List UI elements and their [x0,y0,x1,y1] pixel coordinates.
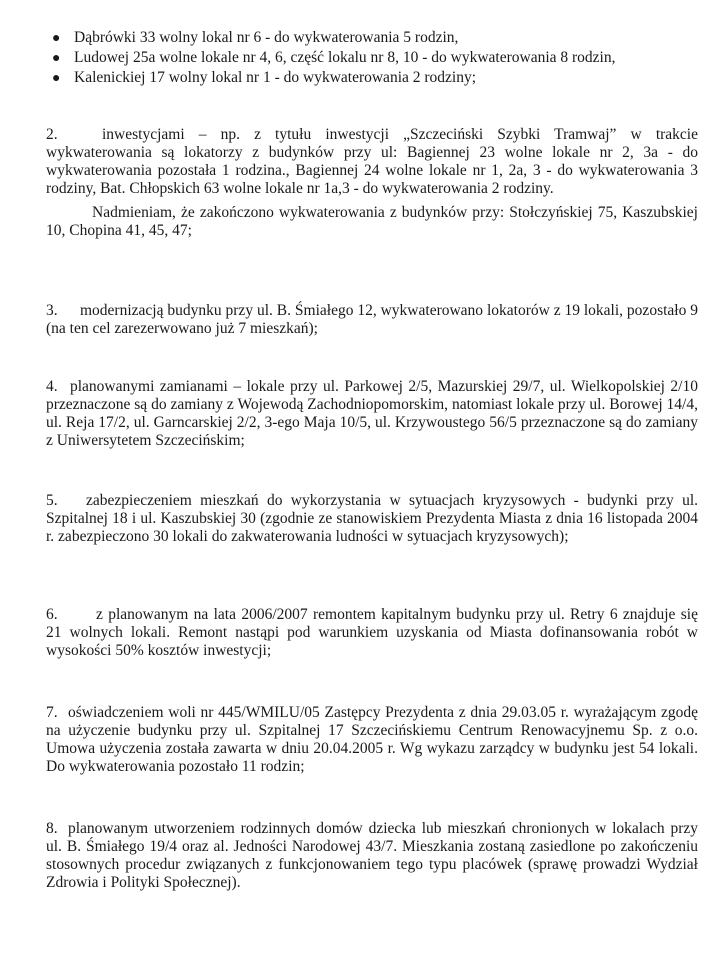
bullet-icon: ● [52,31,61,46]
list-item [52,48,702,68]
section-6 [46,606,698,660]
section-2 [46,126,698,240]
section-text: zabezpieczeniem mieszkań do wykorzystania w sytuacjach kryzysowych - budynki przy ul. Szpitalnej 18 i ul. Kaszubskiej 30 (zgodnie ze stanowiskiem Prezydenta Miasta z dnia 16 listopada 2004 r. zabezpieczono 30 lokali do zakwaterowania ludności w sytuacjach kryzysowych); [46,492,698,545]
section-number: 6. [46,606,58,623]
bullet-text: Kalenickiej 17 wolny lokal nr 1 - do wykwaterowania 2 rodziny; [74,69,477,86]
bullet-text: Dąbrówki 33 wolny lokal nr 6 - do wykwaterowania 5 rodzin, [74,29,459,46]
section-text: inwestycjami – np. z tytułu inwestycji „Szczeciński Szybki Tramwaj” w trakcie wykwaterowania są lokatorzy z budynków przy ul: Bagiennej 23 wolne lokale nr 2, 3a - do wykwaterowania pozostała 1 rodzina., Bagiennej 24 wolne lokale nr 1, 2a, 3 - do wykwaterowania 3 rodziny, Bat. Chłopskich 63 wolne lokale nr 1a,3 - do wykwaterowania 2 rodziny. [46,126,698,197]
section-number: 4. [46,378,58,395]
section-4 [46,378,698,450]
section-number: 2. [46,126,58,143]
section-text: modernizacją budynku przy ul. B. Śmiałego 12, wykwaterowano lokatorów z 19 lokali, pozostało 9 (na ten cel zarezerwowano już 7 mieszkań); [46,302,698,337]
section-text: planowanymi zamianami – lokale przy ul. Parkowej 2/5, Mazurskiej 29/7, ul. Wielkopolskiej 2/10 przeznaczone są do zamiany z Wojewodą Zachodniopomorskim, natomiast lokale przy ul. Borowej 14/4, ul. Reja 17/2, ul. Garncarskiej 2/2, 3-ego Maja 10/5, ul. Krzywoustego 56/5 przeznaczone są do zamiany z Uniwersytetem Szczecińskim; [46,378,698,449]
section-text: z planowanym na lata 2006/2007 remontem kapitalnym budynku przy ul. Retry 6 znajduje się 21 wolnych lokali. Remont nastąpi pod warunkiem uzyskania od Miasta dofinansowania robót w wysokości 50% kosztów inwestycji; [46,606,698,659]
section-7 [46,704,698,776]
section-number: 5. [46,492,58,509]
section-text: oświadczeniem woli nr 445/WMILU/05 Zastępcy Prezydenta z dnia 29.03.05 r. wyrażającym zgodę na użyczenie budynku przy ul. Szpitalnej 17 Szczecińskiemu Centrum Renowacyjnemu Sp. z o.o. Umowa użyczenia została zawarta w dniu 20.04.2005 r. Wg wykazu zarządcy w budynku jest 54 lokali. Do wykwaterowania pozostało 11 rodzin; [46,704,698,775]
section-number: 7. [46,704,58,721]
bullet-icon: ● [52,51,61,66]
bullet-list [52,28,702,88]
section-3 [46,302,698,338]
section-5 [46,492,698,546]
section-8 [46,820,698,892]
list-item [52,68,702,88]
bullet-text: Ludowej 25a wolne lokale nr 4, 6, część lokalu nr 8, 10 - do wykwaterowania 8 rodzin, [74,49,616,66]
bullet-icon: ● [52,71,61,86]
list-item [52,28,702,48]
section-note: Nadmieniam, że zakończono wykwaterowania z budynków przy: Stołczyńskiej 75, Kaszubskiej 10, Chopina 41, 45, 47; [46,204,698,239]
section-number: 3. [46,302,58,319]
section-number: 8. [46,820,58,837]
section-text: planowanym utworzeniem rodzinnych domów dziecka lub mieszkań chronionych w lokalach przy ul. B. Śmiałego 19/4 oraz al. Jedności Narodowej 43/7. Mieszkania zostaną zasiedlone po zakończeniu stosownych procedur związanych z funkcjonowaniem tego typu placówek (sprawę prowadzi Wydział Zdrowia i Polityki Społecznej). [46,820,698,891]
